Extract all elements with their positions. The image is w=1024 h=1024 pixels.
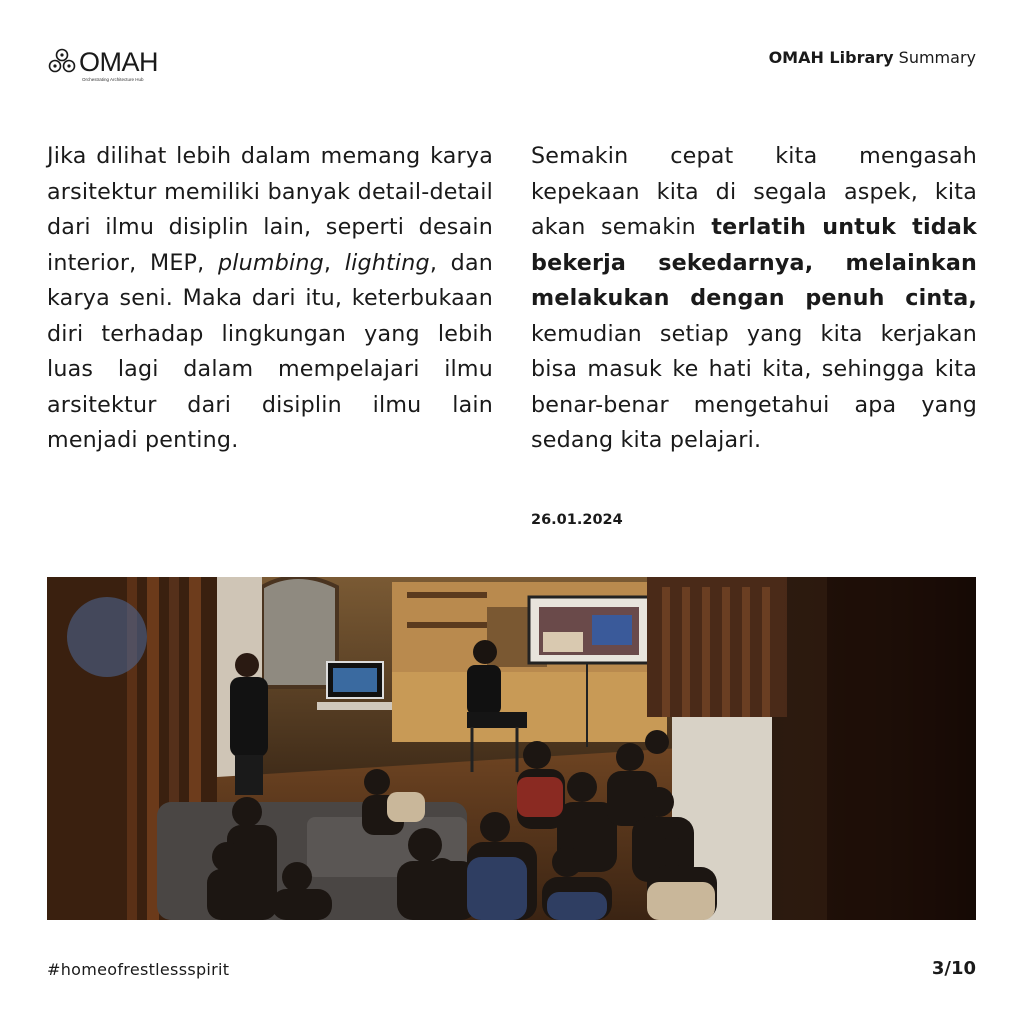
page-indicator: 3/10 [931, 958, 976, 979]
event-photo [47, 577, 976, 920]
right-paragraph-part2: kemudian setiap yang kita kerjakan bisa masuk ke hati kita, sehingga kita benar-benar mengetahui apa yang sedang kita pelajari. [531, 320, 977, 453]
event-photo-illustration [47, 577, 976, 920]
left-italic-plumbing: plumbing [217, 249, 324, 276]
omah-logo [47, 46, 177, 86]
omah-logo-icon [47, 48, 77, 76]
left-italic-lighting: lighting [344, 249, 430, 276]
left-paragraph-part1: Jika dilihat lebih dalam memang karya arsitektur memiliki banyak detail-detail dari ilmu disiplin lain, seperti desain interior, MEP, [47, 143, 493, 276]
post-date: 26.01.2024 [531, 512, 623, 528]
right-paragraph-part1: Semakin cepat kita mengasah kepekaan kita di segala aspek, kita akan semakin [531, 143, 977, 240]
header-title-rest: Summary [898, 48, 976, 67]
right-bold-phrase: terlatih untuk tidak bekerja sekedarnya, melainkan melakukan dengan penuh cinta, [531, 214, 977, 311]
header-title-bold: OMAH Library [768, 48, 894, 67]
right-text-column [531, 139, 977, 459]
left-text-column [47, 139, 493, 459]
hashtag-text: #homeofrestlessspirit [47, 960, 230, 979]
logo-wordmark: OMAH [79, 47, 158, 77]
left-separator: , [323, 249, 345, 276]
left-paragraph-part2: , dan karya seni. Maka dari itu, keterbukaan diri terhadap lingkungan yang lebih luas lagi dalam mempelajari ilmu arsitektur dari disiplin ilmu lain menjadi penting. [47, 249, 494, 453]
logo-tagline: Orchestrating Architecture Hub [82, 77, 144, 82]
page-header-title [769, 48, 976, 67]
